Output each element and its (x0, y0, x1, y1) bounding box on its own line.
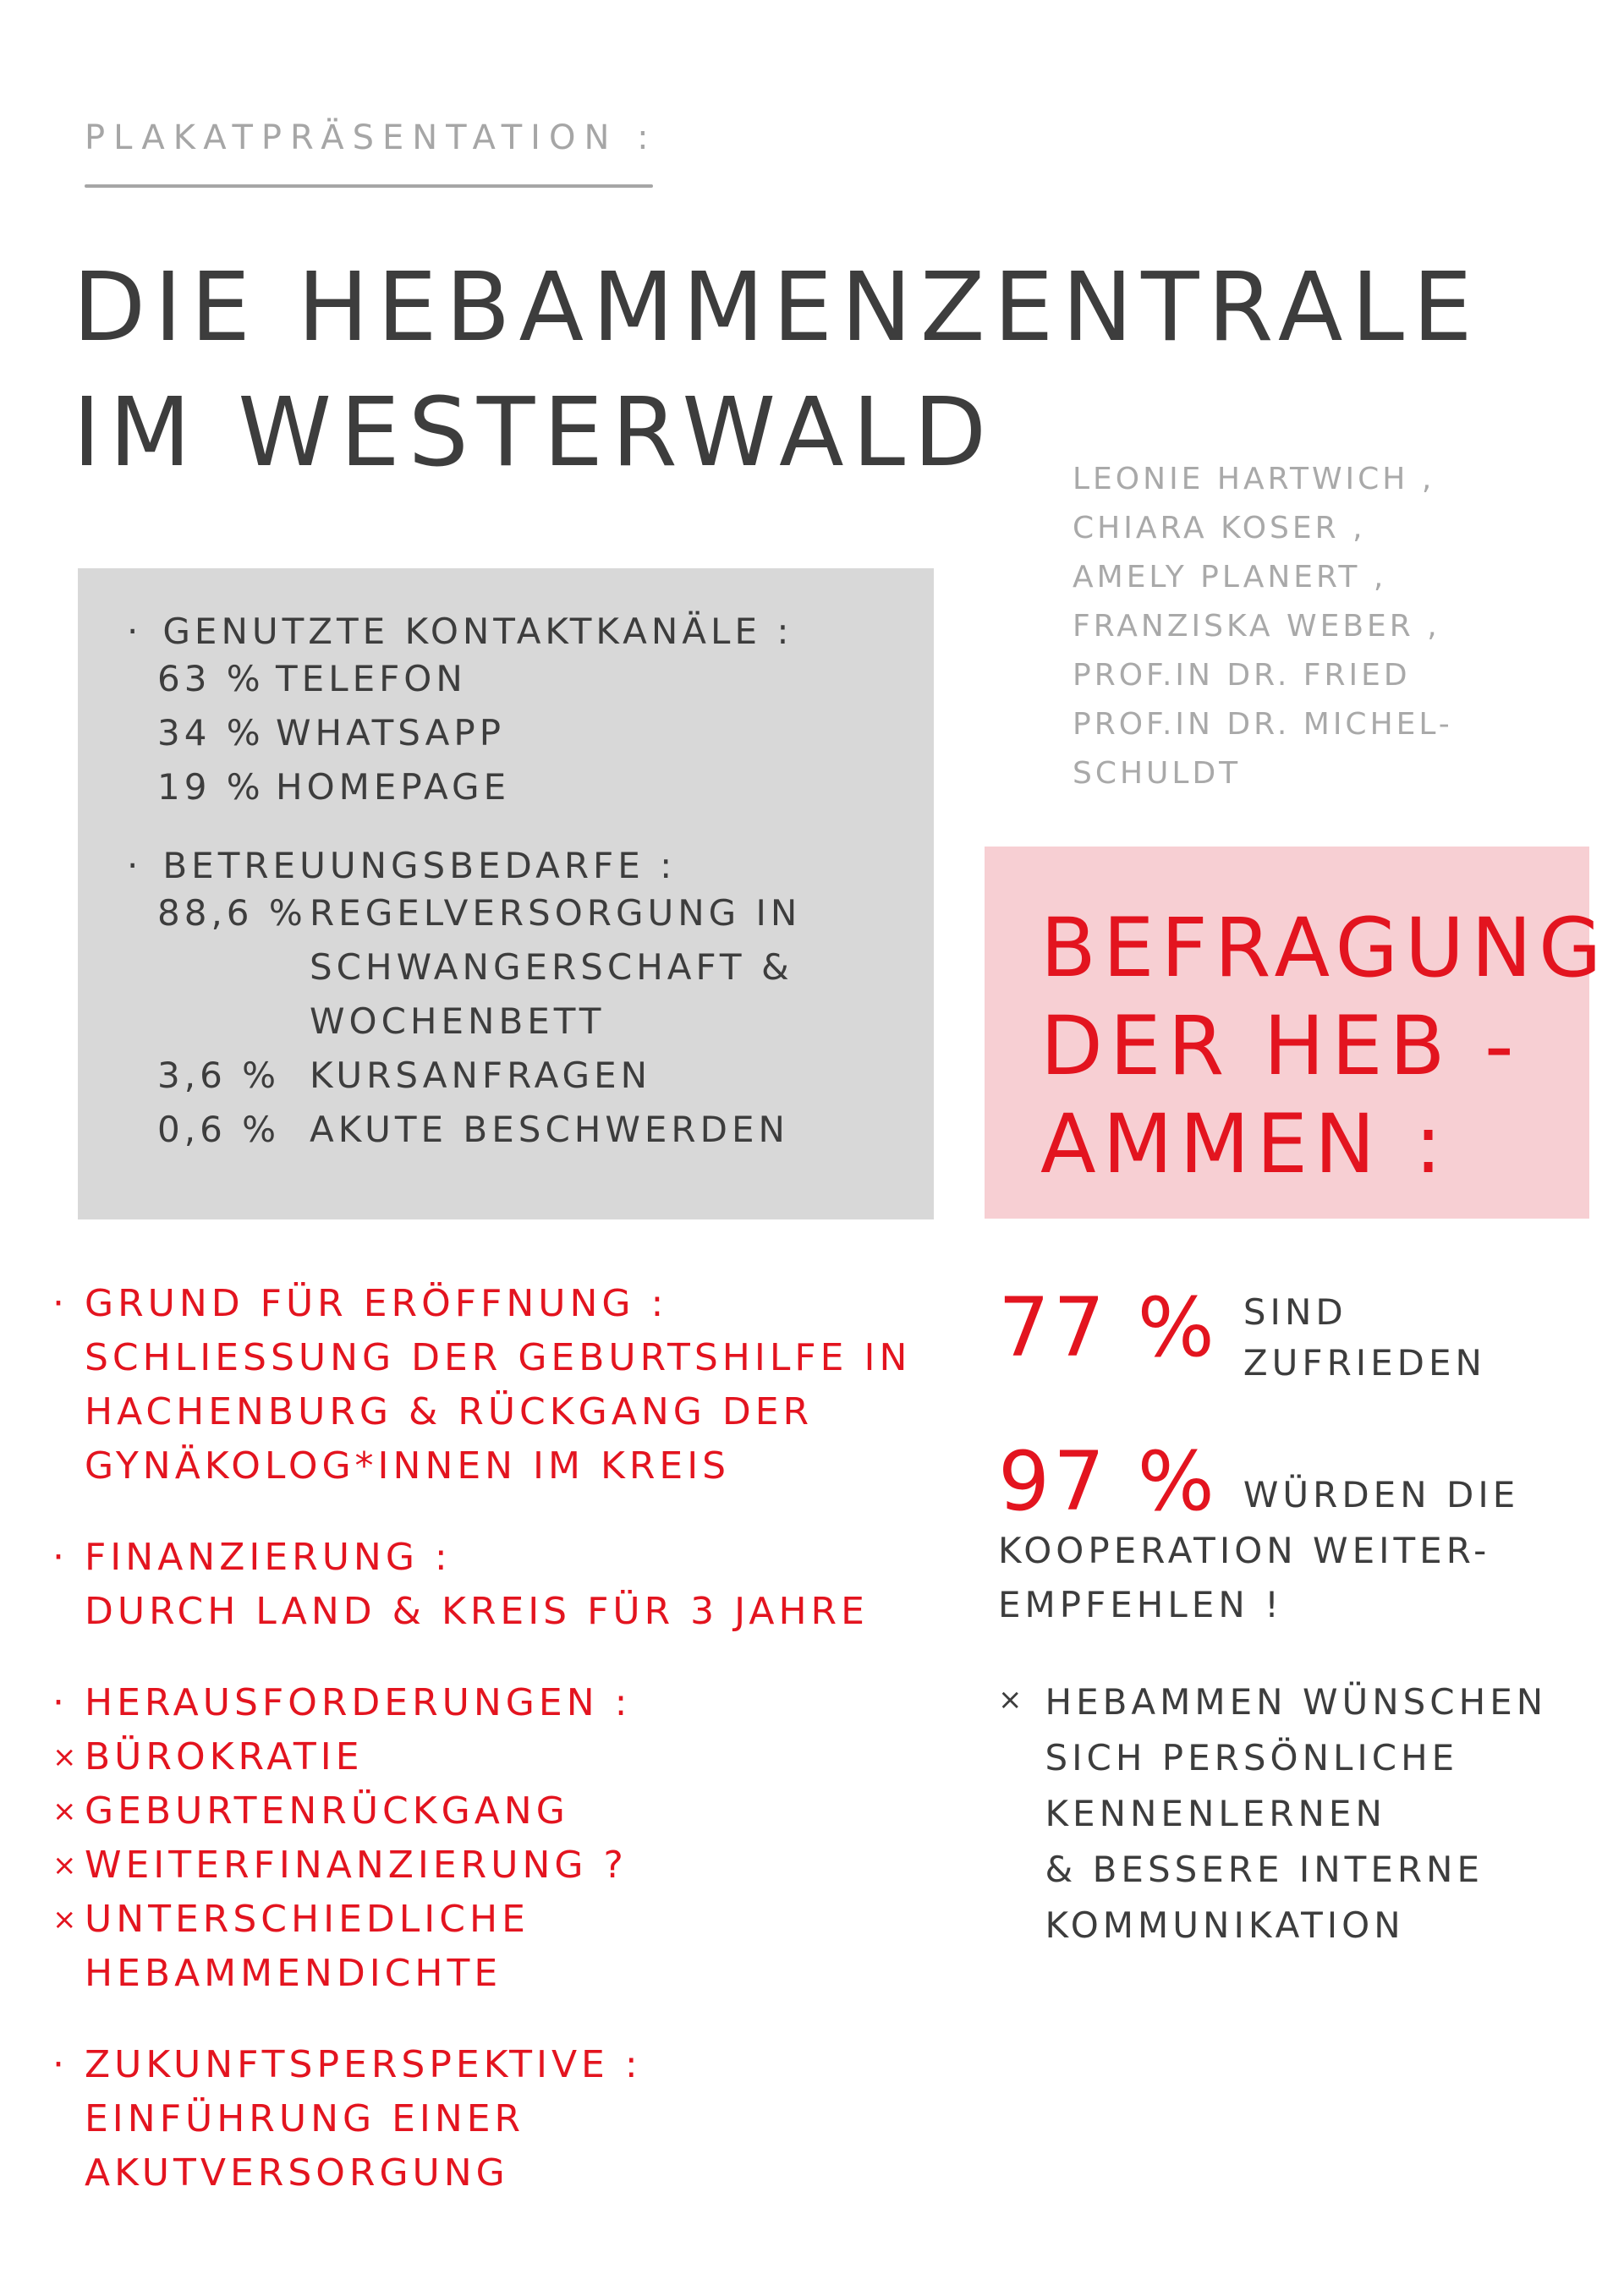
stat-line: SIND (1243, 1291, 1347, 1333)
bullet-dot: · (52, 1282, 69, 1325)
need-label: REGELVERSORGUNG IN SCHWANGERSCHAFT & WOCHENBETT (310, 892, 802, 1042)
challenge-item (52, 1893, 949, 1947)
kicker-underline (85, 184, 653, 188)
recommendation-text (1243, 1439, 1519, 1521)
survey-title-line: AMMEN : (1040, 1097, 1449, 1192)
wish-item (998, 1674, 1590, 1954)
future-heading-row (52, 2038, 949, 2092)
author-line: PROF.IN DR. FRIED (1073, 658, 1411, 693)
survey-title (1040, 899, 1609, 1193)
reason-heading-row (52, 1277, 949, 1331)
reason-line: GYNÄKOLOG*INNEN IM KREIS (85, 1444, 731, 1488)
need-pct: 3,6 % (157, 1055, 281, 1096)
reason-line: SCHLIESSUNG DER GEBURTSHILFE IN (85, 1336, 912, 1379)
author-line: AMELY PLANERT , (1073, 560, 1387, 595)
project-info (52, 1277, 949, 2238)
need-pct: 88,6 % (157, 892, 307, 934)
contact-pct: 19 % (157, 766, 265, 808)
challenge-continuation: HEBAMMENDICHTE (85, 1952, 502, 1995)
bullet-dot: · (52, 1536, 69, 1579)
statistics-box (78, 568, 934, 1219)
reason-section (52, 1277, 949, 1493)
funding-line: DURCH LAND & KREIS FÜR 3 JAHRE (85, 1590, 869, 1633)
wish-text (1045, 1674, 1548, 1954)
title-line-1: DIE HEBAMMENZENTRALE (73, 253, 1481, 363)
contact-heading: GENUTZTE KONTAKTKANÄLE : (162, 611, 793, 652)
author-line: FRANZISKA WEBER , (1073, 609, 1440, 644)
need-item (157, 1049, 917, 1103)
contact-label: WHATSAPP (276, 712, 506, 753)
author-line: LEONIE HARTWICH , (1073, 462, 1435, 496)
challenge-item (52, 1730, 949, 1784)
survey-results (998, 1280, 1590, 1954)
wish-line: & BESSERE INTERNE (1045, 1849, 1484, 1890)
funding-section (52, 1531, 949, 1639)
cross-icon: × (52, 1740, 81, 1774)
reason-heading: GRUND FÜR ERÖFFNUNG : (85, 1282, 668, 1325)
contact-item (157, 760, 917, 814)
stat-line: ZUFRIEDEN (1243, 1342, 1486, 1384)
contact-heading-row (127, 611, 917, 652)
funding-heading: FINANZIERUNG : (85, 1536, 452, 1579)
challenge-label: BÜROKRATIE (85, 1735, 364, 1778)
challenge-item (52, 1784, 949, 1838)
survey-title-line: DER HEB - (1040, 999, 1521, 1093)
survey-box (985, 847, 1609, 1219)
bullet-dot: · (127, 611, 143, 652)
future-line: AKUTVERSORGUNG (85, 2151, 509, 2195)
cross-icon: × (998, 1683, 1027, 1717)
author-line: PROF.IN DR. MICHEL- (1073, 707, 1453, 742)
stat-line: KOOPERATION WEITER- (998, 1530, 1491, 1571)
bullet-dot: · (127, 845, 143, 886)
stat-line: WÜRDEN DIE (1243, 1474, 1520, 1515)
author-list (1073, 455, 1453, 798)
satisfaction-value: 77 % (998, 1280, 1218, 1375)
bullet-dot: · (52, 1681, 69, 1724)
challenge-label: GEBURTENRÜCKGANG (85, 1789, 569, 1833)
needs-heading-row (127, 845, 917, 886)
need-item (157, 886, 917, 1049)
contact-item (157, 652, 917, 706)
cross-icon: × (52, 1795, 81, 1828)
challenges-section (52, 1676, 949, 2001)
wish-line: KOMMUNIKATION (1045, 1904, 1405, 1946)
recommendation-stat (998, 1434, 1590, 1529)
survey-title-line: BEFRAGUNG (1040, 901, 1609, 995)
future-heading: ZUKUNFTSPERSPEKTIVE : (85, 2043, 642, 2086)
need-item (157, 1103, 917, 1157)
challenge-label: WEITERFINANZIERUNG ? (85, 1844, 628, 1887)
need-pct: 0,6 % (157, 1109, 281, 1150)
funding-heading-row (52, 1531, 949, 1585)
need-label: KURSANFRAGEN (310, 1055, 652, 1096)
title-line-2: IM WESTERWALD (73, 378, 996, 488)
wish-line: HEBAMMEN WÜNSCHEN (1045, 1681, 1548, 1723)
contact-label: TELEFON (276, 658, 467, 699)
challenge-label: UNTERSCHIEDLICHE (85, 1898, 529, 1941)
satisfaction-stat (998, 1280, 1590, 1389)
cross-icon: × (52, 1903, 81, 1937)
wish-line: KENNENLERNEN (1045, 1793, 1386, 1834)
cross-icon: × (52, 1849, 81, 1882)
challenges-heading: HERAUSFORDERUNGEN : (85, 1681, 632, 1724)
poster-kicker: PLAKATPRÄSENTATION : (85, 118, 657, 157)
reason-line: HACHENBURG & RÜCKGANG DER (85, 1390, 814, 1433)
wish-line: SICH PERSÖNLICHE (1045, 1737, 1459, 1778)
author-line: SCHULDT (1073, 756, 1242, 791)
bullet-dot: · (52, 2043, 69, 2086)
challenges-heading-row (52, 1676, 949, 1730)
contact-item (157, 706, 917, 760)
needs-heading: BETREUUNGSBEDARFE : (162, 845, 677, 886)
stat-line: EMPFEHLEN ! (998, 1584, 1283, 1625)
author-line: CHIARA KOSER , (1073, 511, 1366, 545)
future-section (52, 2038, 949, 2200)
contact-pct: 34 % (157, 712, 265, 753)
satisfaction-text (1243, 1285, 1486, 1389)
contact-label: HOMEPAGE (276, 766, 511, 808)
need-label: AKUTE BESCHWERDEN (310, 1109, 789, 1150)
future-line: EINFÜHRUNG EINER (85, 2097, 525, 2140)
recommendation-value: 97 % (998, 1434, 1218, 1529)
challenge-item (52, 1838, 949, 1893)
contact-pct: 63 % (157, 658, 265, 699)
